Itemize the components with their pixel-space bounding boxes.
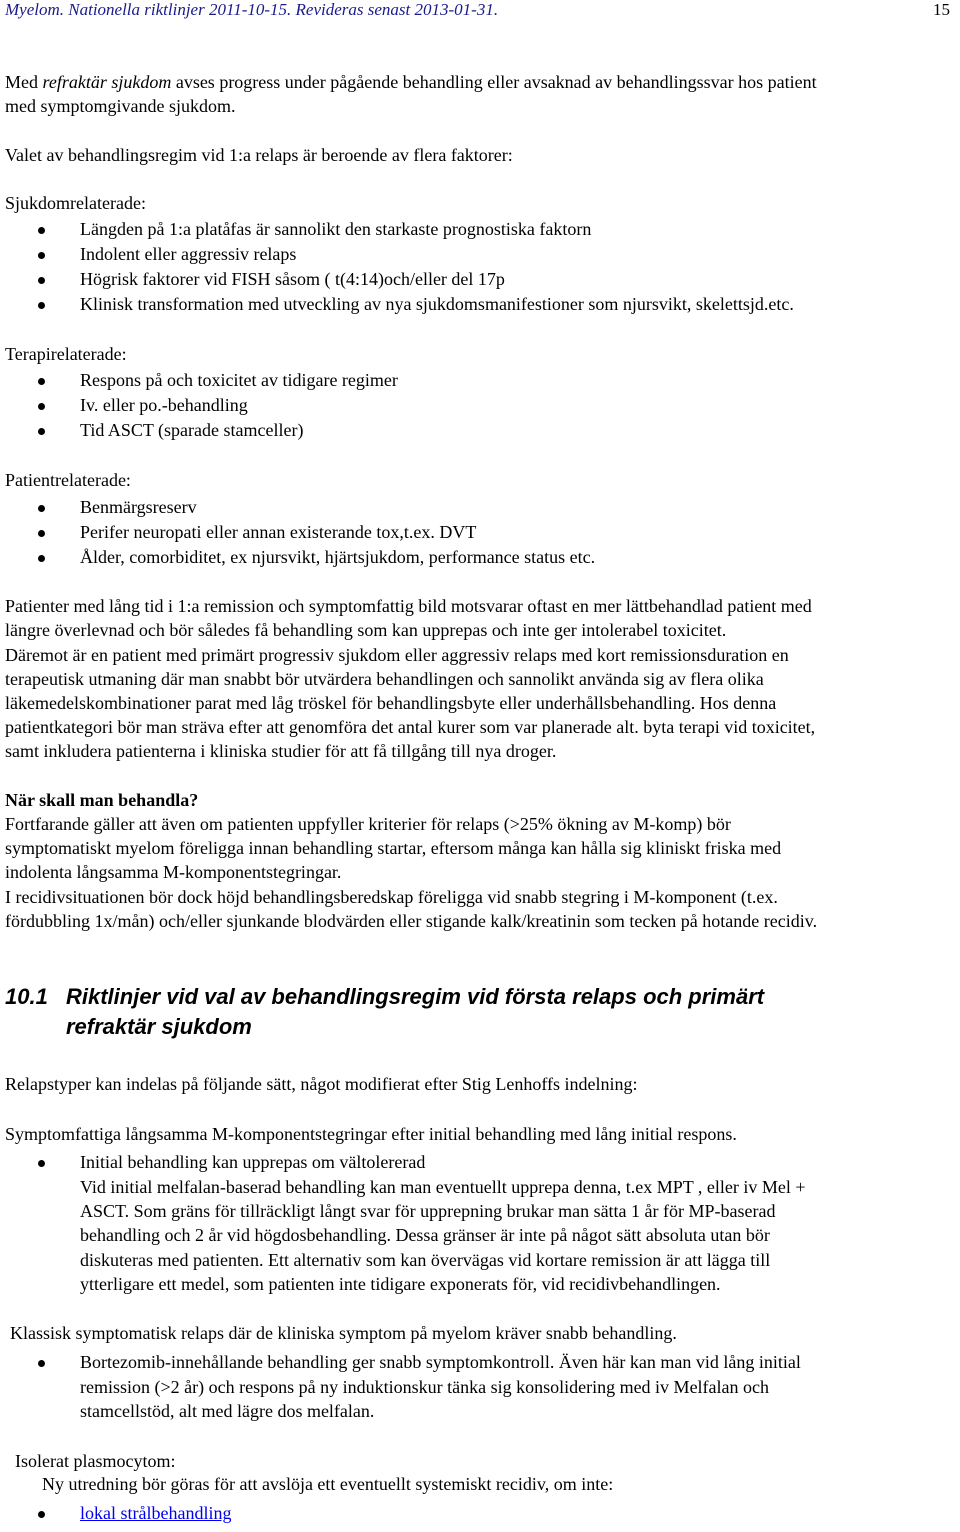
- classic-item-line: remission (>2 år) och respons på ny induktionskur tänka sig konsolidering med iv Melfalan och: [80, 1377, 770, 1397]
- therapy-item: Iv. eller po.-behandling: [80, 395, 248, 415]
- paragraph-line: samt inkludera patienterna i kliniska studier för att få tillgång till nya droger.: [5, 741, 557, 761]
- factors-lead: Valet av behandlingsregim vid 1:a relaps är beroende av flera faktorer:: [5, 145, 513, 165]
- therapy-item: Respons på och toxicitet av tidigare regimer: [80, 370, 398, 390]
- disease-heading: Sjukdomrelaterade:: [5, 193, 146, 213]
- slow-item-line: behandling och 2 år vid högdosbehandling. Dessa gränser är inte på något sätt absoluta utan bör: [80, 1225, 770, 1245]
- slow-item-line: Vid initial melfalan-baserad behandling kan man eventuellt upprepa denna, t.ex MPT , eller iv Mel +: [80, 1177, 806, 1197]
- plasmocytoma-heading: Isolerat plasmocytom:: [15, 1451, 176, 1471]
- bullet-icon: [38, 555, 45, 562]
- local-radiation-link[interactable]: lokal strålbehandling: [80, 1503, 232, 1523]
- section-number: 10.1: [5, 984, 48, 1009]
- disease-item: Indolent eller aggressiv relaps: [80, 244, 297, 264]
- bullet-icon: [38, 1160, 45, 1167]
- slow-item-line: ytterligare ett medel, som patienten inte tidigare exponerats för, vid recidivbehandlingen.: [80, 1274, 721, 1294]
- classic-relapse-heading: Klassisk symptomatisk relaps där de kliniska symptom på myelom kräver snabb behandling.: [10, 1323, 677, 1343]
- when-line: Fortfarande gäller att även om patienten uppfyller kriterier för relaps (>25% ökning av M-komp) bör: [5, 814, 731, 834]
- section-title-line-2: refraktär sjukdom: [66, 1014, 252, 1039]
- patient-item: Benmärgsreserv: [80, 497, 197, 517]
- slow-item-line: Initial behandling kan upprepas om vältolererad: [80, 1152, 426, 1172]
- section-title-line-1: Riktlinjer vid val av behandlingsregim vid första relaps och primärt: [66, 984, 765, 1009]
- classic-item-line: stamcellstöd, alt med lägre dos melfalan.: [80, 1401, 375, 1421]
- when-line: symptomatiskt myelom föreligga innan behandling startar, eftersom många kan hålla sig kliniskt friska med: [5, 838, 782, 858]
- slow-relapse-heading: Symptomfattiga långsamma M-komponentstegringar efter initial behandling med lång initial respons.: [5, 1124, 737, 1144]
- therapy-item: Tid ASCT (sparade stamceller): [80, 420, 304, 440]
- bullet-icon: [38, 505, 45, 512]
- patient-item: Perifer neuropati eller annan existerande tox,t.ex. DVT: [80, 522, 477, 542]
- page-number: 15: [933, 0, 950, 19]
- bullet-icon: [38, 252, 45, 259]
- slow-item-line: diskuteras med patienten. Ett alternativ som kan övervägas vid kortare remission är att lägga till: [80, 1250, 771, 1270]
- paragraph-line: patientkategori bör man sträva efter att genomföra det antal kurer som var planerade alt. byta terapi vid toxicitet,: [5, 717, 816, 737]
- intro-line-2: med symptomgivande sjukdom.: [5, 96, 236, 116]
- paragraph-line: läkemedelskombinationer parat med låg tröskel för behandlingsbyte eller underhållsbehandling. Hos denna: [5, 693, 777, 713]
- bullet-icon: [38, 1511, 45, 1518]
- intro-line-1: Med refraktär sjukdom avses progress under pågående behandling eller avsaknad av behandlingssvar hos patient: [5, 72, 817, 92]
- plasmocytoma-item: [80, 1501, 231, 1525]
- bullet-icon: [38, 277, 45, 284]
- paragraph-line: Däremot är en patient med primärt progressiv sjukdom eller aggressiv relaps med kort remissionsduration en: [5, 645, 789, 665]
- therapy-heading: Terapirelaterade:: [5, 344, 127, 364]
- patient-heading: Patientrelaterade:: [5, 470, 131, 490]
- classic-item-line: Bortezomib-innehållande behandling ger snabb symptomkontroll. Även här kan man vid lång initial: [80, 1352, 801, 1372]
- refractory-term: refraktär sjukdom: [42, 72, 172, 92]
- when-line: fördubbling 1x/mån) och/eller sjunkande blodvärden eller stigande kalk/kreatinin som tecken på hotande recidiv.: [5, 911, 818, 931]
- paragraph-line: längre överlevnad och bör således få behandling som kan upprepas och inte ger intolerabel toxicitet.: [5, 620, 727, 640]
- bullet-icon: [38, 302, 45, 309]
- bullet-icon: [38, 530, 45, 537]
- slow-item-line: ASCT. Som gräns för tillräckligt långt svar för upprepning brukar man sätta 1 år för MP-baserad: [80, 1201, 776, 1221]
- when-line: I recidivsituationen bör dock höjd behandlingsberedskap föreligga vid snabb stegring i M-komponent (t.ex.: [5, 887, 778, 907]
- disease-item: Högrisk faktorer vid FISH såsom ( t(4:14)och/eller del 17p: [80, 269, 505, 289]
- disease-item: Längden på 1:a platåfas är sannolikt den starkaste prognostiska faktorn: [80, 219, 592, 239]
- when-heading: När skall man behandla?: [5, 790, 199, 810]
- disease-item: Klinisk transformation med utveckling av nya sjukdomsmanifestioner som njursvikt, skelettsjd.etc.: [80, 294, 794, 314]
- bullet-icon: [38, 378, 45, 385]
- paragraph-line: Patienter med lång tid i 1:a remission och symptomfattig bild motsvarar oftast en mer lättbehandlad patient med: [5, 596, 812, 616]
- plasmocytoma-text: Ny utredning bör göras för att avslöja ett eventuellt systemiskt recidiv, om inte:: [42, 1474, 614, 1494]
- paragraph-line: terapeutisk utmaning där man snabbt bör utvärdera behandlingen och sannolikt använda sig av flera olika: [5, 669, 764, 689]
- bullet-icon: [38, 1360, 45, 1367]
- when-line: indolenta långsamma M-komponentstegringar.: [5, 862, 342, 882]
- patient-item: Ålder, comorbiditet, ex njursvikt, hjärtsjukdom, performance status etc.: [80, 547, 596, 567]
- bullet-icon: [38, 227, 45, 234]
- bullet-icon: [38, 428, 45, 435]
- relapse-intro: Relapstyper kan indelas på följande sätt, något modifierat efter Stig Lenhoffs indelning:: [5, 1074, 638, 1094]
- bullet-icon: [38, 403, 45, 410]
- running-header: Myelom. Nationella riktlinjer 2011-10-15. Revideras senast 2013-01-31.: [5, 0, 499, 19]
